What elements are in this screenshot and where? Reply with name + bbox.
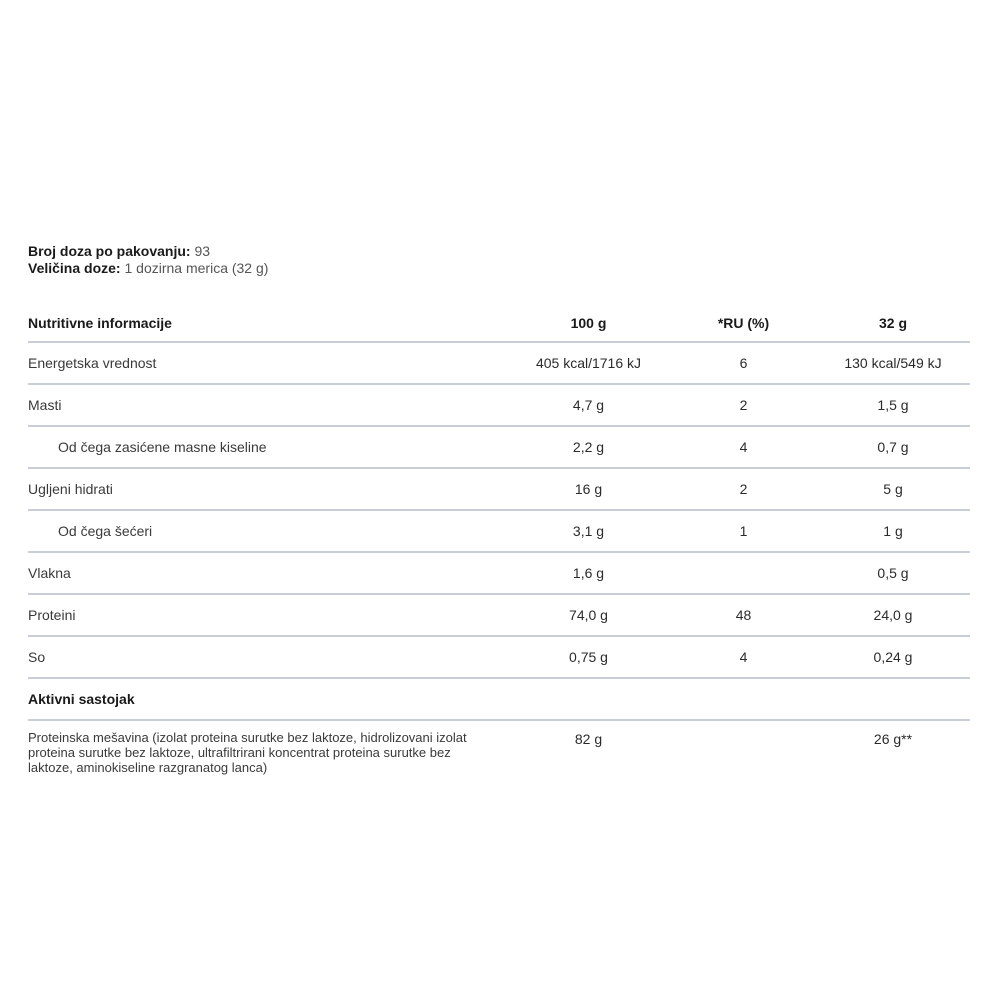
nutrient-name: Vlakna [28, 552, 506, 594]
nutrient-per-dose: 0,5 g [816, 552, 970, 594]
table-row [28, 636, 970, 678]
nutrient-per-100g: 2,2 g [506, 426, 671, 468]
nutrient-per-100g: 405 kcal/1716 kJ [506, 342, 671, 384]
nutrient-per-dose: 0,24 g [816, 636, 970, 678]
nutrient-ru-percent: 48 [671, 594, 816, 636]
ingredient-name: Proteinska mešavina (izolat proteina surutke bez laktoze, hidrolizovani izolat proteina surutke bez laktoze, ultrafiltrirani koncentrat proteina surutke bez laktoze, aminokiseline razgranatog lanca) [28, 720, 506, 789]
nutrient-ru-percent: 4 [671, 636, 816, 678]
nutrient-name: Od čega zasićene masne kiseline [28, 426, 506, 468]
table-row [28, 552, 970, 594]
nutrient-name: Energetska vrednost [28, 342, 506, 384]
nutrient-per-dose: 1,5 g [816, 384, 970, 426]
column-header-per-100g: 100 g [570, 315, 607, 331]
servings-per-container-line [28, 243, 268, 260]
nutrient-per-dose: 130 kcal/549 kJ [816, 342, 970, 384]
section-heading-row [28, 678, 970, 720]
nutrition-table [28, 305, 970, 789]
nutrient-ru-percent: 2 [671, 468, 816, 510]
section-title: Aktivni sastojak [28, 678, 970, 720]
nutrient-ru-percent: 2 [671, 384, 816, 426]
table-row [28, 510, 970, 552]
table-row [28, 342, 970, 384]
nutrient-per-100g: 3,1 g [506, 510, 671, 552]
serving-size-line [28, 260, 268, 277]
nutrient-per-100g: 4,7 g [506, 384, 671, 426]
table-row [28, 426, 970, 468]
nutrient-name: Ugljeni hidrati [28, 468, 506, 510]
nutrient-per-100g: 0,75 g [506, 636, 671, 678]
table-row [28, 720, 970, 789]
ingredient-per-dose: 26 g** [816, 720, 970, 789]
nutrient-name: So [28, 636, 506, 678]
nutrient-ru-percent [671, 552, 816, 594]
nutrient-ru-percent: 1 [671, 510, 816, 552]
nutrient-per-dose: 1 g [816, 510, 970, 552]
nutrient-name: Proteini [28, 594, 506, 636]
serving-size-value: 1 dozirna merica (32 g) [124, 260, 269, 276]
nutrient-per-dose: 24,0 g [816, 594, 970, 636]
nutrient-ru-percent: 6 [671, 342, 816, 384]
column-header-ru-percent: *RU (%) [717, 315, 770, 331]
serving-size-label: Veličina doze: [28, 260, 121, 276]
ingredient-ru-percent [671, 720, 816, 789]
nutrient-name: Masti [28, 384, 506, 426]
table-body [28, 342, 970, 789]
table-row [28, 468, 970, 510]
column-header-per-dose: 32 g [878, 315, 907, 331]
nutrient-per-dose: 0,7 g [816, 426, 970, 468]
table-row [28, 594, 970, 636]
table-row [28, 384, 970, 426]
table-header-row [28, 305, 970, 342]
column-header-nutrient: Nutritivne informacije [28, 315, 172, 331]
serving-summary [28, 243, 268, 277]
servings-per-container-label: Broj doza po pakovanju: [28, 243, 191, 259]
nutrient-per-dose: 5 g [816, 468, 970, 510]
nutrient-per-100g: 1,6 g [506, 552, 671, 594]
nutrient-per-100g: 74,0 g [506, 594, 671, 636]
ingredient-per-100g: 82 g [506, 720, 671, 789]
nutrient-name: Od čega šećeri [28, 510, 506, 552]
servings-per-container-value: 93 [194, 243, 211, 259]
nutrient-per-100g: 16 g [506, 468, 671, 510]
nutrient-ru-percent: 4 [671, 426, 816, 468]
